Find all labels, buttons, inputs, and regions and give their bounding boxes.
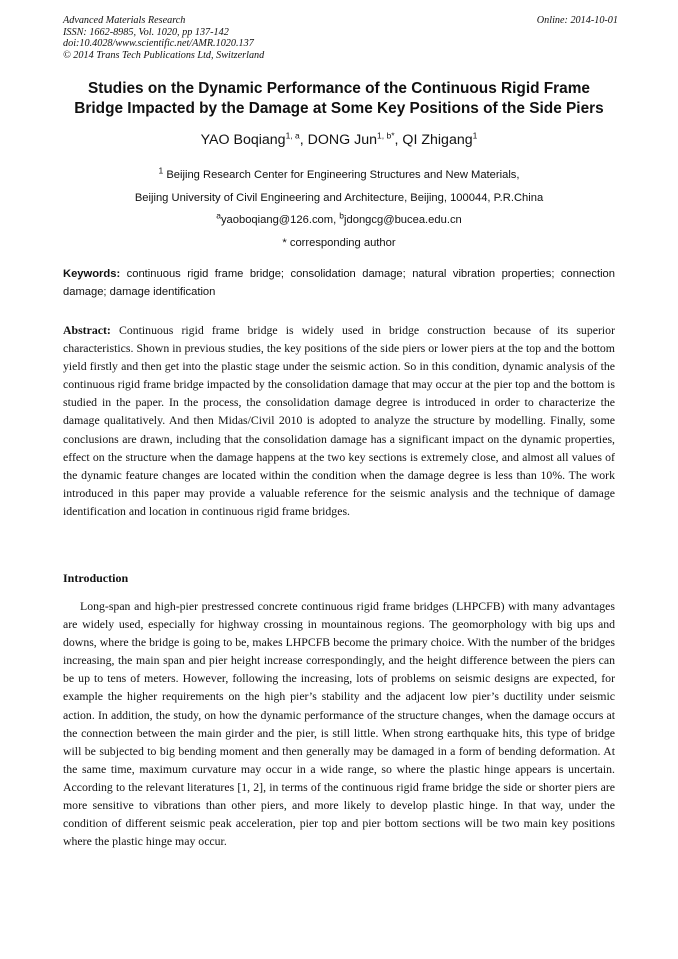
- abstract-label: Abstract:: [63, 323, 111, 337]
- email-yao[interactable]: yaoboqiang@126.com,: [220, 214, 340, 226]
- doi-line: doi:10.4028/www.scientific.net/AMR.1020.137: [63, 38, 254, 50]
- issn-line: ISSN: 1662-8985, Vol. 1020, pp 137-142: [63, 26, 229, 38]
- keywords-block: [63, 266, 615, 301]
- keywords-text: continuous rigid frame bridge; consolidation damage; natural vibration properties; connection damage; damage identification: [63, 268, 615, 298]
- affiliation-line-2: Beijing University of Civil Engineering and Architecture, Beijing, 100044, P.R.China: [134, 191, 544, 204]
- journal-meta: [63, 15, 618, 61]
- abstract-block: [63, 321, 615, 520]
- copyright-line: © 2014 Trans Tech Publications Ltd, Switzerland: [63, 49, 265, 61]
- author-dong: DONG Jun: [307, 132, 378, 148]
- author-qi: QI Zhigang: [402, 132, 473, 148]
- affiliation-line-1: $^1$ Beijing Research Center for Engineering Structures and New Materials,: [158, 165, 520, 181]
- email-line: $^a$yaoboqiang@126.com, $^b$jdongcg@bucea.edu.cn: [216, 210, 462, 226]
- introduction-heading: Introduction: [63, 571, 129, 585]
- journal-name: Advanced Materials Research: [63, 15, 186, 26]
- affiliation-block: [40, 164, 638, 254]
- introduction-paragraph: Long-span and high-pier prestressed concrete continuous rigid frame bridges (LHPCFB) with many advantages are widely used, especially for highway crossing in mountainous regions. The geomorphology with big ups and downs, where the bridge is going to be, makes LHPCFB become the primary choice. With the number of the bridges increasing, the main span and pier height increase correspondingly, and the height difference between the piers can be up to tens of meters. However, following the increasing, lots of problems on seismic designs are expected, for example the higher requirements on the high pier’s stability and the adjacent low pier’s ductility under seismic action. In addition, the study, on how the dynamic performance of the structure changes, when the damage occurs at the connection between the main girder and the pier, is still little. When strong earthquake hits, this type of bridge will be subjected to big bending moment and then generally may be damaged in a form of bending deformation. At the same time, maximum curvature may occur in a wide range, so where the plastic hinge appears is uncertain. According to the relevant literatures [1, 2], in terms of the continuous rigid frame bridge the side or shorter piers are more sensitive to vibrations than other piers, and more likely to develop plastic hinge. In that way, under the condition of different seismic peak acceleration, pier top and pier bottom sections will be two main key positions where the plastic hinge may occur.: [63, 599, 615, 849]
- paper-title: [40, 79, 638, 119]
- author-qi-affil: 1: [472, 130, 478, 141]
- author-yao-affil: 1, a: [285, 130, 300, 141]
- email-dong[interactable]: jdongcg@bucea.edu.cn: [344, 214, 462, 226]
- title-line-2: Bridge Impacted by the Damage at Some Key Positions of the Side Piers: [74, 100, 604, 117]
- author-yao: YAO Boqiang: [200, 132, 286, 148]
- keywords-label: Keywords:: [63, 268, 121, 280]
- author-list: YAO Boqiang$^{1, a}$, DONG Jun$^{1, b*}$, QI Zhigang$^1$: [200, 130, 478, 148]
- title-line-1: Studies on the Dynamic Performance of the Continuous Rigid Frame: [88, 80, 590, 97]
- online-date: Online: 2014-10-01: [536, 15, 618, 26]
- abstract-text: Continuous rigid frame bridge is widely used in bridge construction because of its superior characteristics. Shown in previous studies, the key positions of the side piers or lower piers at the top and the bottom yield firstly and then get into the plastic stage under the seismic action. So in this condition, dynamic analysis of the continuous rigid frame bridge impacted by the consolidation damage that may occur at the pier top and the bottom is studied in the paper. In the process, the consolidation damage degree is introduced in order to characterize the damage qualitatively. And then Midas/Civil 2010 is adopted to analyze the structure by modelling. Finally, some conclusions are drawn, including that the consolidation damage has a significant impact on the dynamic properties, effect on the structure when the damage happens at the two key sections is extremely close, and almost all values of the dynamic feature changes are located within the condition when the damage degree is less than 10%. The work introduced in this paper may provide a valuable reference for the seismic analysis and the technique of damage identification and location in continuous rigid frame bridges.: [63, 323, 615, 518]
- corresponding-note: * corresponding author: [282, 236, 396, 249]
- author-dong-affil: 1, b*: [377, 130, 395, 141]
